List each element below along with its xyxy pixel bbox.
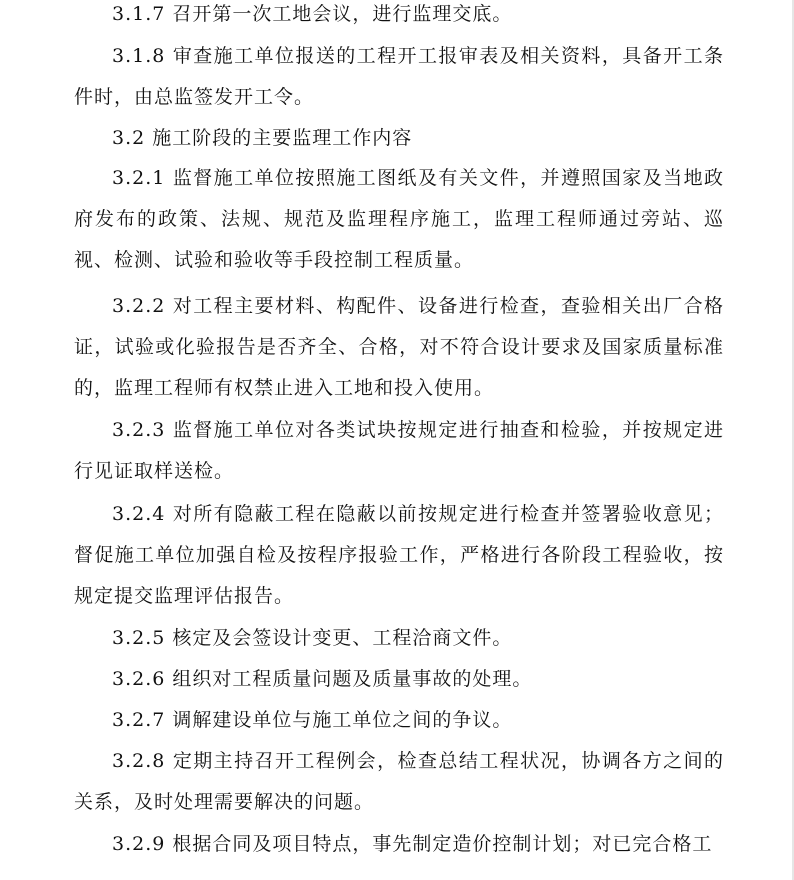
paragraph-3-1-7: 3.1.7 召开第一次工地会议，进行监理交底。	[112, 3, 513, 25]
paragraph-3-2-8: 3.2.8 定期主持召开工程例会，检查总结工程状况，协调各方之间的关系，及时处理需要解决的问题。	[74, 750, 724, 813]
paragraph-3-2-2: 3.2.2 对工程主要材料、构配件、设备进行检查，查验相关出厂合格证，试验或化验报告是否齐全、合格，对不符合设计要求及国家质量标准的，监理工程师有权禁止进入工地和投入使用。	[74, 295, 724, 399]
section-heading-3-2: 3.2 施工阶段的主要监理工作内容	[112, 127, 413, 149]
paragraph-3-1-8: 3.1.8 审查施工单位报送的工程开工报审表及相关资料，具备开工条件时，由总监签发开工令。	[74, 45, 724, 108]
paragraph-3-2-5: 3.2.5 核定及会签设计变更、工程洽商文件。	[112, 627, 513, 649]
paragraph-3-2-1: 3.2.1 监督施工单位按照施工图纸及有关文件，并遵照国家及当地政府发布的政策、法规、规范及监理程序施工，监理工程师通过旁站、巡视、检测、试验和验收等手段控制工程质量。	[74, 167, 724, 271]
paragraph-3-2-9: 3.2.9 根据合同及项目特点，事先制定造价控制计划；对已完合格工	[112, 833, 713, 855]
paragraph-3-2-3: 3.2.3 监督施工单位对各类试块按规定进行抽查和检验，并按规定进行见证取样送检。	[74, 419, 724, 482]
paragraph-3-2-7: 3.2.7 调解建设单位与施工单位之间的争议。	[112, 709, 513, 731]
paragraph-3-2-6: 3.2.6 组织对工程质量问题及质量事故的处理。	[112, 668, 533, 690]
paragraph-3-2-4: 3.2.4 对所有隐蔽工程在隐蔽以前按规定进行检查并签署验收意见；督促施工单位加强自检及按程序报验工作，严格进行各阶段工程验收，按规定提交监理评估报告。	[74, 503, 724, 607]
